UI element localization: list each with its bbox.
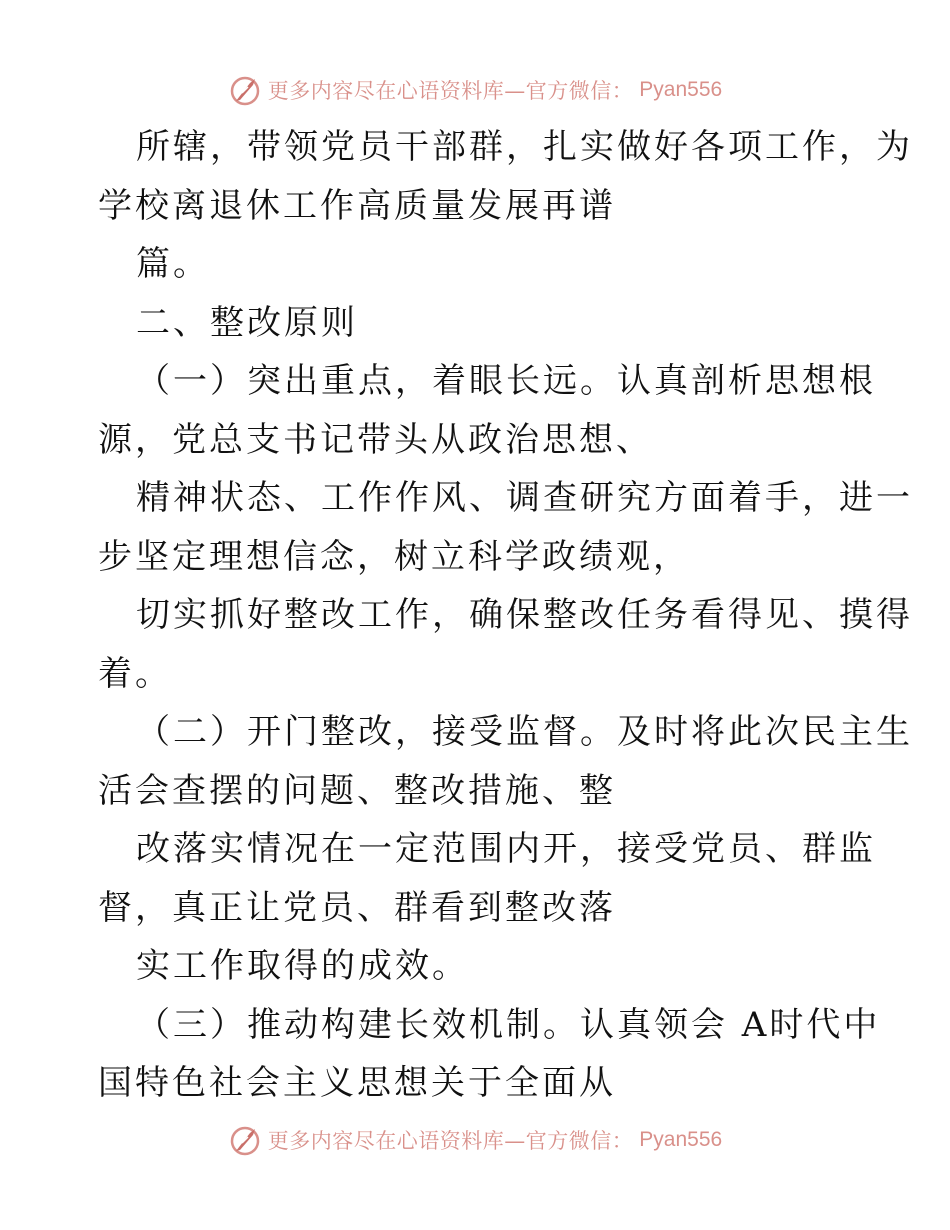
- watermark-handle: Pyan556: [639, 1128, 723, 1151]
- text-line: 改落实情况在一定范围内开，接受党员、群监: [136, 829, 876, 869]
- text-line: 切实抓好整改工作，确保整改任务看得见、摸得: [136, 595, 913, 635]
- text-line: 精神状态、工作作风、调查研究方面着手，进一: [136, 478, 913, 518]
- watermark-text: 更多内容尽在心语资料库—官方微信：: [267, 79, 634, 103]
- text-line: 实工作取得的成效。: [136, 946, 469, 986]
- watermark-handle: Pyan556: [639, 78, 723, 101]
- quill-pen-circle-icon: [228, 73, 262, 107]
- text-line: 所辖，带领党员干部群，扎实做好各项工作，为: [136, 127, 913, 167]
- text-line: 源，党总支书记带头从政治思想、: [98, 419, 653, 460]
- text-line: 二、整改原则: [136, 302, 358, 343]
- text-line: （三）推动构建长效机制。认真领会 A时代中: [136, 1004, 881, 1045]
- text-line: （二）开门整改，接受监督。及时将此次民主生: [136, 712, 913, 752]
- text-line: 督，真正让党员、群看到整改落: [98, 887, 616, 928]
- footer-watermark: [0, 1120, 950, 1160]
- text-line: 国特色社会主义思想关于全面从: [98, 1063, 616, 1103]
- header-watermark: [0, 70, 950, 110]
- text-line: （一）突出重点，着眼长远。认真剖析思想根: [136, 361, 876, 401]
- text-line: 篇。: [136, 244, 210, 284]
- text-line: 着。: [98, 653, 172, 694]
- document-body: [98, 118, 913, 1113]
- text-line: 学校离退休工作高质量发展再谱: [98, 185, 616, 226]
- watermark-text: 更多内容尽在心语资料库—官方微信：: [267, 1129, 634, 1153]
- text-line: 活会查摆的问题、整改措施、整: [98, 770, 616, 811]
- quill-pen-circle-icon: [228, 1123, 262, 1157]
- text-line: 步坚定理想信念，树立科学政绩观，: [98, 536, 690, 577]
